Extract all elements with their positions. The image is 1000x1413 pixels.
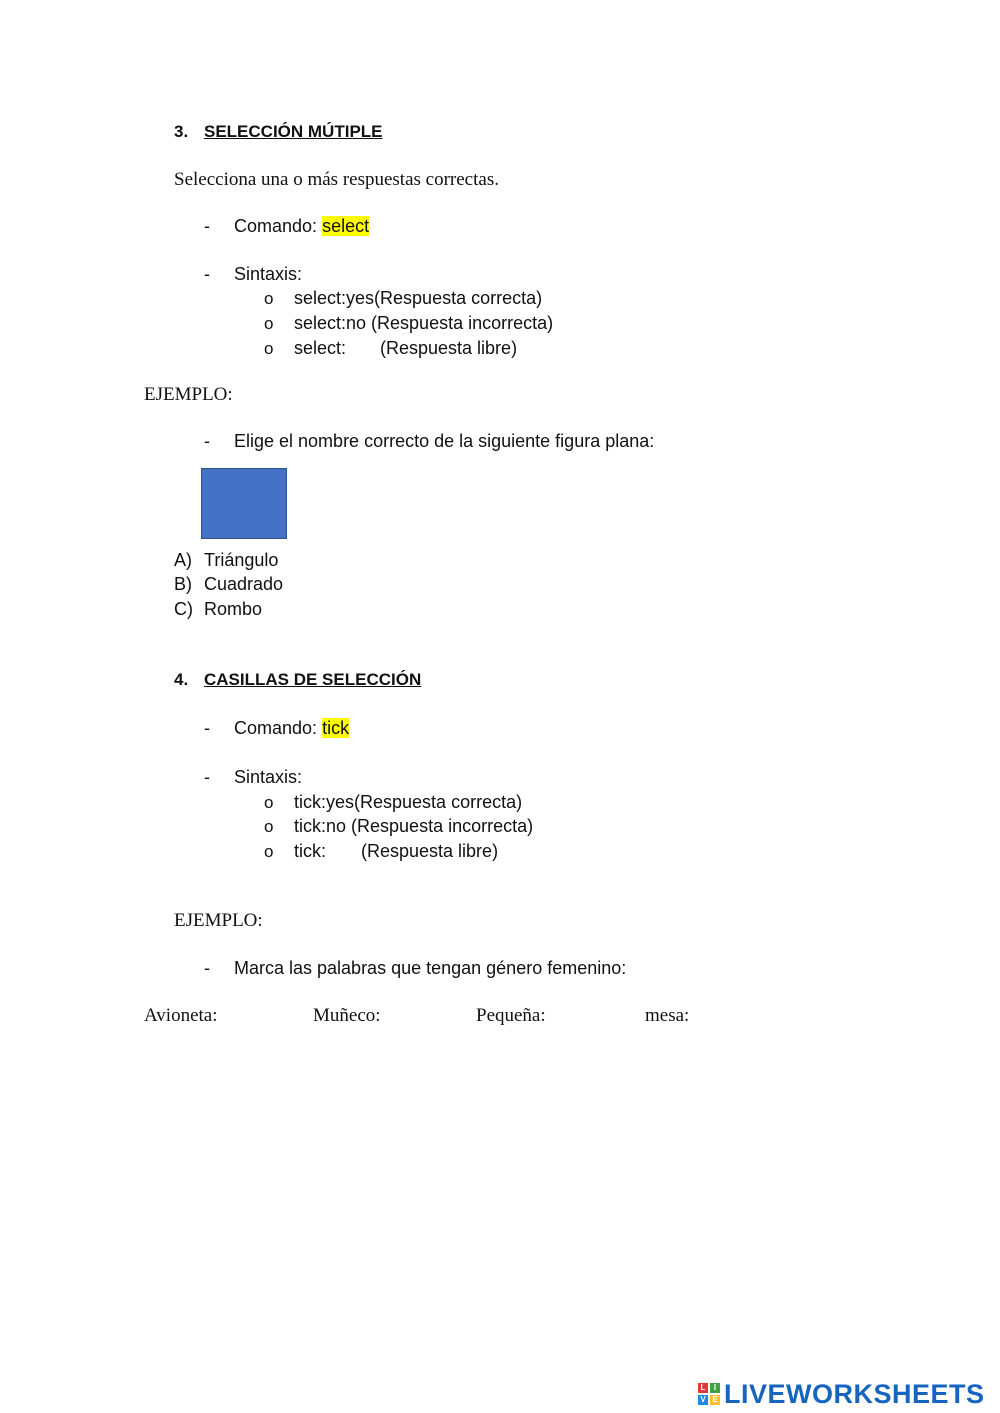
section-3-question (204, 431, 654, 452)
syntax-cmd: select:no (294, 313, 372, 333)
section-4-command (204, 718, 349, 739)
word-checkbox-label[interactable]: Pequeña: (476, 1005, 546, 1026)
logo-letter: V (698, 1395, 708, 1405)
syntax-cmd: select:yes (294, 288, 375, 308)
logo-letter: L (698, 1383, 708, 1393)
question-text: Elige el nombre correcto de la siguiente figura plana: (234, 431, 655, 451)
option-text: Cuadrado (204, 574, 284, 594)
section-3-heading (174, 122, 383, 142)
word-checkbox-label[interactable]: Muñeco: (313, 1005, 381, 1026)
option-letter: B) (174, 574, 192, 594)
dash: - (204, 767, 210, 787)
liveworksheets-logo (698, 1378, 985, 1410)
command-value: tick (322, 718, 350, 738)
section-3-intro: Selecciona una o más respuestas correctas. (174, 169, 499, 190)
section-4-example-label: EJEMPLO: (174, 910, 263, 931)
word-checkbox-label[interactable]: mesa: (645, 1005, 690, 1026)
question-text: Marca las palabras que tengan género femenino: (234, 958, 627, 978)
syntax-cmd: tick:no (294, 816, 352, 836)
logo-letter: I (710, 1383, 720, 1393)
syntax-item (264, 338, 517, 359)
syntax-cmd: tick: (294, 841, 327, 861)
syntax-cmd: tick:yes (294, 792, 355, 812)
command-value: select (322, 216, 370, 236)
option-letter: A) (174, 550, 192, 570)
syntax-label: Sintaxis: (234, 767, 303, 787)
section-3-command (204, 216, 369, 237)
dash: - (204, 431, 210, 451)
section-3-syntax-label (204, 264, 302, 285)
bullet-icon: o (264, 289, 274, 308)
option-item[interactable] (174, 599, 262, 620)
word-checkbox-label[interactable]: Avioneta: (144, 1005, 218, 1026)
bullet-icon: o (264, 314, 274, 333)
syntax-item (264, 841, 498, 862)
syntax-desc: (Respuesta correcta) (354, 792, 523, 812)
syntax-desc: (Respuesta incorrecta) (351, 816, 534, 836)
dash: - (204, 718, 210, 738)
bullet-icon: o (264, 842, 274, 861)
section-title: CASILLAS DE SELECCIÓN (204, 670, 422, 689)
syntax-item (264, 288, 542, 309)
option-text: Triángulo (204, 550, 279, 570)
section-4-syntax-label (204, 767, 302, 788)
syntax-cmd: select: (294, 338, 347, 358)
command-label: Comando: (234, 718, 323, 738)
syntax-label: Sintaxis: (234, 264, 303, 284)
syntax-item (264, 816, 533, 837)
syntax-desc: (Respuesta incorrecta) (371, 313, 554, 333)
syntax-desc: (Respuesta correcta) (374, 288, 543, 308)
section-4-question (204, 958, 626, 979)
logo-icon (698, 1383, 720, 1405)
blue-square-figure (201, 468, 287, 539)
bullet-icon: o (264, 817, 274, 836)
dash: - (204, 958, 210, 978)
section-title: SELECCIÓN MÚTIPLE (204, 122, 383, 141)
syntax-desc: (Respuesta libre) (380, 338, 518, 358)
section-3-example-label: EJEMPLO: (144, 384, 233, 405)
command-label: Comando: (234, 216, 323, 236)
option-item[interactable] (174, 550, 278, 571)
syntax-item (264, 313, 553, 334)
bullet-icon: o (264, 793, 274, 812)
syntax-item (264, 792, 522, 813)
option-letter: C) (174, 599, 193, 619)
logo-text: LIVEWORKSHEETS (724, 1378, 985, 1409)
syntax-desc: (Respuesta libre) (361, 841, 499, 861)
section-number: 3. (174, 122, 189, 141)
logo-letter: E (710, 1395, 720, 1405)
option-text: Rombo (204, 599, 263, 619)
option-item[interactable] (174, 574, 283, 595)
dash: - (204, 216, 210, 236)
bullet-icon: o (264, 339, 274, 358)
dash: - (204, 264, 210, 284)
section-4-heading (174, 670, 421, 690)
section-number: 4. (174, 670, 189, 689)
